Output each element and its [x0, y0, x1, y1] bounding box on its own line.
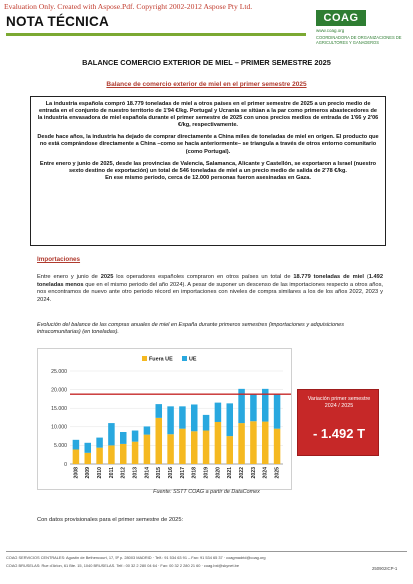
x-tick-label: 2018	[191, 467, 198, 479]
bar-segment	[215, 403, 222, 422]
bar-segment	[238, 423, 245, 464]
bar-segment	[179, 406, 186, 428]
x-tick-label: 2023	[250, 467, 257, 479]
figure-caption: Evolución del balance de las compras anuales de miel en España durante primeros semestres (importaciones y adquisiciones intracomunitarias) (en toneladas).	[37, 322, 344, 336]
legend-label: UE	[189, 356, 197, 363]
bar-segment	[262, 422, 269, 464]
bar-segment	[274, 394, 281, 429]
logo-wordmark: COAG	[316, 10, 366, 26]
bar-segment	[73, 440, 80, 450]
footer-address-brussels: COAG BRUSELAS: Rue d'Arlon, 61 Bte. 15, 1040 BRUSELAS. Telf.: 00 32 2 280 04 64 · Fax: 00 32 2 280 21 60 · coag.bxl@skynet.be	[6, 563, 240, 568]
callout-text: Variación primer semestre 2024 / 2025	[307, 396, 371, 409]
bar-segment	[191, 404, 198, 431]
summary-paragraph-2: Desde hace años, la industria ha dejado de comprar directamente a China miles de toneladas de miel en origen. El producto que no está comprándose directamente a China –como se hacía anteriormente– se triangula a través de otros entorno comunitario (como Portugal).	[37, 134, 379, 155]
x-tick-label: 2024	[262, 467, 269, 479]
bar-segment	[167, 406, 174, 434]
x-tick-label: 2009	[85, 467, 92, 479]
x-tick-label: 2021	[227, 467, 234, 479]
bar-segment	[203, 415, 210, 431]
x-tick-label: 2013	[132, 467, 139, 479]
bar-segment	[250, 394, 257, 421]
imports-text-d: que en el mismo periodo del año 2024). A pesar de suponer un descenso de las importaciones respecto a otros años, nos encontramos de nuevo ante otro periodo récord en importaciones con niveles de compra similares a los de los años 2022, 2023 y 2024.	[37, 281, 383, 304]
document-subtitle: BALANCE COMERCIO EXTERIOR DE MIEL – PRIMER SEMESTRE 2025	[82, 58, 331, 67]
bar-segment	[226, 436, 233, 464]
bar-segment	[120, 432, 127, 444]
honey-imports-chart	[37, 348, 292, 490]
x-tick-label: 2014	[144, 467, 151, 479]
bar-segment	[250, 421, 257, 464]
bar-segment	[191, 431, 198, 464]
document-title: NOTA TÉCNICA	[6, 14, 109, 29]
bar-segment	[84, 453, 91, 464]
x-tick-label: 2025	[274, 467, 281, 479]
x-tick-label: 2020	[215, 467, 222, 479]
x-tick-label: 2019	[203, 467, 210, 479]
bar-segment	[108, 445, 115, 464]
bar-segment	[132, 431, 139, 442]
legend-swatch	[142, 356, 147, 361]
x-tick-label: 2015	[156, 467, 163, 479]
y-tick-label: 5.000	[54, 443, 67, 450]
imports-paragraph	[37, 274, 383, 305]
bar-segment	[215, 422, 222, 464]
callout-value: - 1.492 T	[312, 426, 366, 441]
summary-paragraph-3: Entre enero y junio de 2025, desde las provincias de Valencia, Salamanca, Alicante y Castellón, se exportaron a Israel (nuestro sexto destino de exportación) un total de 546 toneladas de miel a un precio medio de salida de 2'78 €/kg. En ese mismo periodo, cerca de 12.000 personas fueron asesinadas en Gaza.	[39, 160, 377, 181]
imports-total: 18.779 toneladas de miel	[293, 274, 364, 280]
logo-url: www.coag.org	[316, 28, 345, 33]
bar-segment	[155, 418, 162, 464]
imports-heading: Importaciones	[37, 256, 81, 263]
title-rule	[6, 33, 306, 36]
bar-segment	[155, 404, 162, 418]
bar-segment	[179, 429, 186, 464]
bar-segment	[144, 435, 151, 464]
imports-text-b: los operadores españoles compraron en otros países un total de	[113, 274, 294, 280]
variation-callout	[297, 389, 379, 456]
summary-box	[30, 96, 386, 246]
bar-segment	[203, 431, 210, 464]
bar-segment	[226, 403, 233, 436]
x-tick-label: 2008	[73, 467, 80, 479]
imports-text-a: Entre enero y junio de	[37, 274, 101, 280]
x-tick-label: 2016	[167, 467, 174, 479]
imports-change: 1.492 toneladas menos	[37, 274, 383, 288]
imports-text-c: (	[363, 274, 369, 280]
y-tick-label: 0	[64, 461, 67, 468]
bar-segment	[167, 434, 174, 464]
bar-segment	[96, 438, 103, 448]
y-tick-label: 15.000	[51, 406, 67, 412]
document-code: 250902ICP-1	[372, 566, 398, 571]
summary-heading: Balance de comercio exterior de miel en el primer semestre 2025	[106, 81, 307, 88]
bar-segment	[108, 423, 115, 445]
x-tick-label: 2011	[108, 467, 115, 479]
x-tick-label: 2022	[238, 467, 245, 479]
y-tick-label: 10.000	[51, 424, 67, 431]
bar-segment	[132, 442, 139, 464]
x-tick-label: 2010	[96, 467, 103, 479]
bar-segment	[73, 449, 80, 464]
y-tick-label: 25.000	[51, 368, 67, 375]
bar-segment	[274, 429, 281, 464]
footer-rule	[6, 551, 407, 552]
x-tick-label: 2017	[179, 467, 186, 479]
chart-source: Fuente: SSTT COAG a partir de DataComex	[153, 489, 260, 495]
bar-segment	[84, 443, 91, 453]
bar-segment	[144, 426, 151, 434]
y-tick-label: 20.000	[51, 387, 67, 394]
legend-label: Fuera UE	[149, 356, 173, 363]
footer-address-madrid: COAG SERVICIOS CENTRALES: Agustín de Bethencourt, 17, 5º p. 28003 MADRID · Telf.: 91 534 63 91 – Fax: 91 534 65 37 · coagmadrid@coag.org	[6, 555, 266, 560]
summary-paragraph-1: La industria española compró 18.779 toneladas de miel a otros países en el primer semestre de 2025 a un precio medio de entrada en el conjunto de nuestro territorio de 1'94 €/kg. Portugal y Ucrania se sitúan a la par como primeros abastecedores de la industria envasadora de miel española durante el primer semestre de 2025 con unos precios medios de entrada de 1'66 y 2'06 €/kg, respectivamente.	[37, 101, 379, 129]
coag-logo	[316, 10, 408, 56]
bar-segment	[96, 448, 103, 464]
logo-subline: COORDINADORA DE ORGANIZACIONES DE AGRICULTORES Y GANADEROS	[316, 35, 402, 45]
bar-segment	[120, 444, 127, 464]
closing-line: Con datos provisionales para el primer semestre de 2025:	[37, 517, 184, 523]
x-tick-label: 2012	[120, 467, 127, 479]
watermark-text: Evaluation Only. Created with Aspose.Pdf. Copyright 2002-2012 Aspose Pty Ltd.	[4, 2, 253, 11]
imports-year: 2025	[100, 274, 114, 280]
legend-swatch	[182, 356, 187, 361]
